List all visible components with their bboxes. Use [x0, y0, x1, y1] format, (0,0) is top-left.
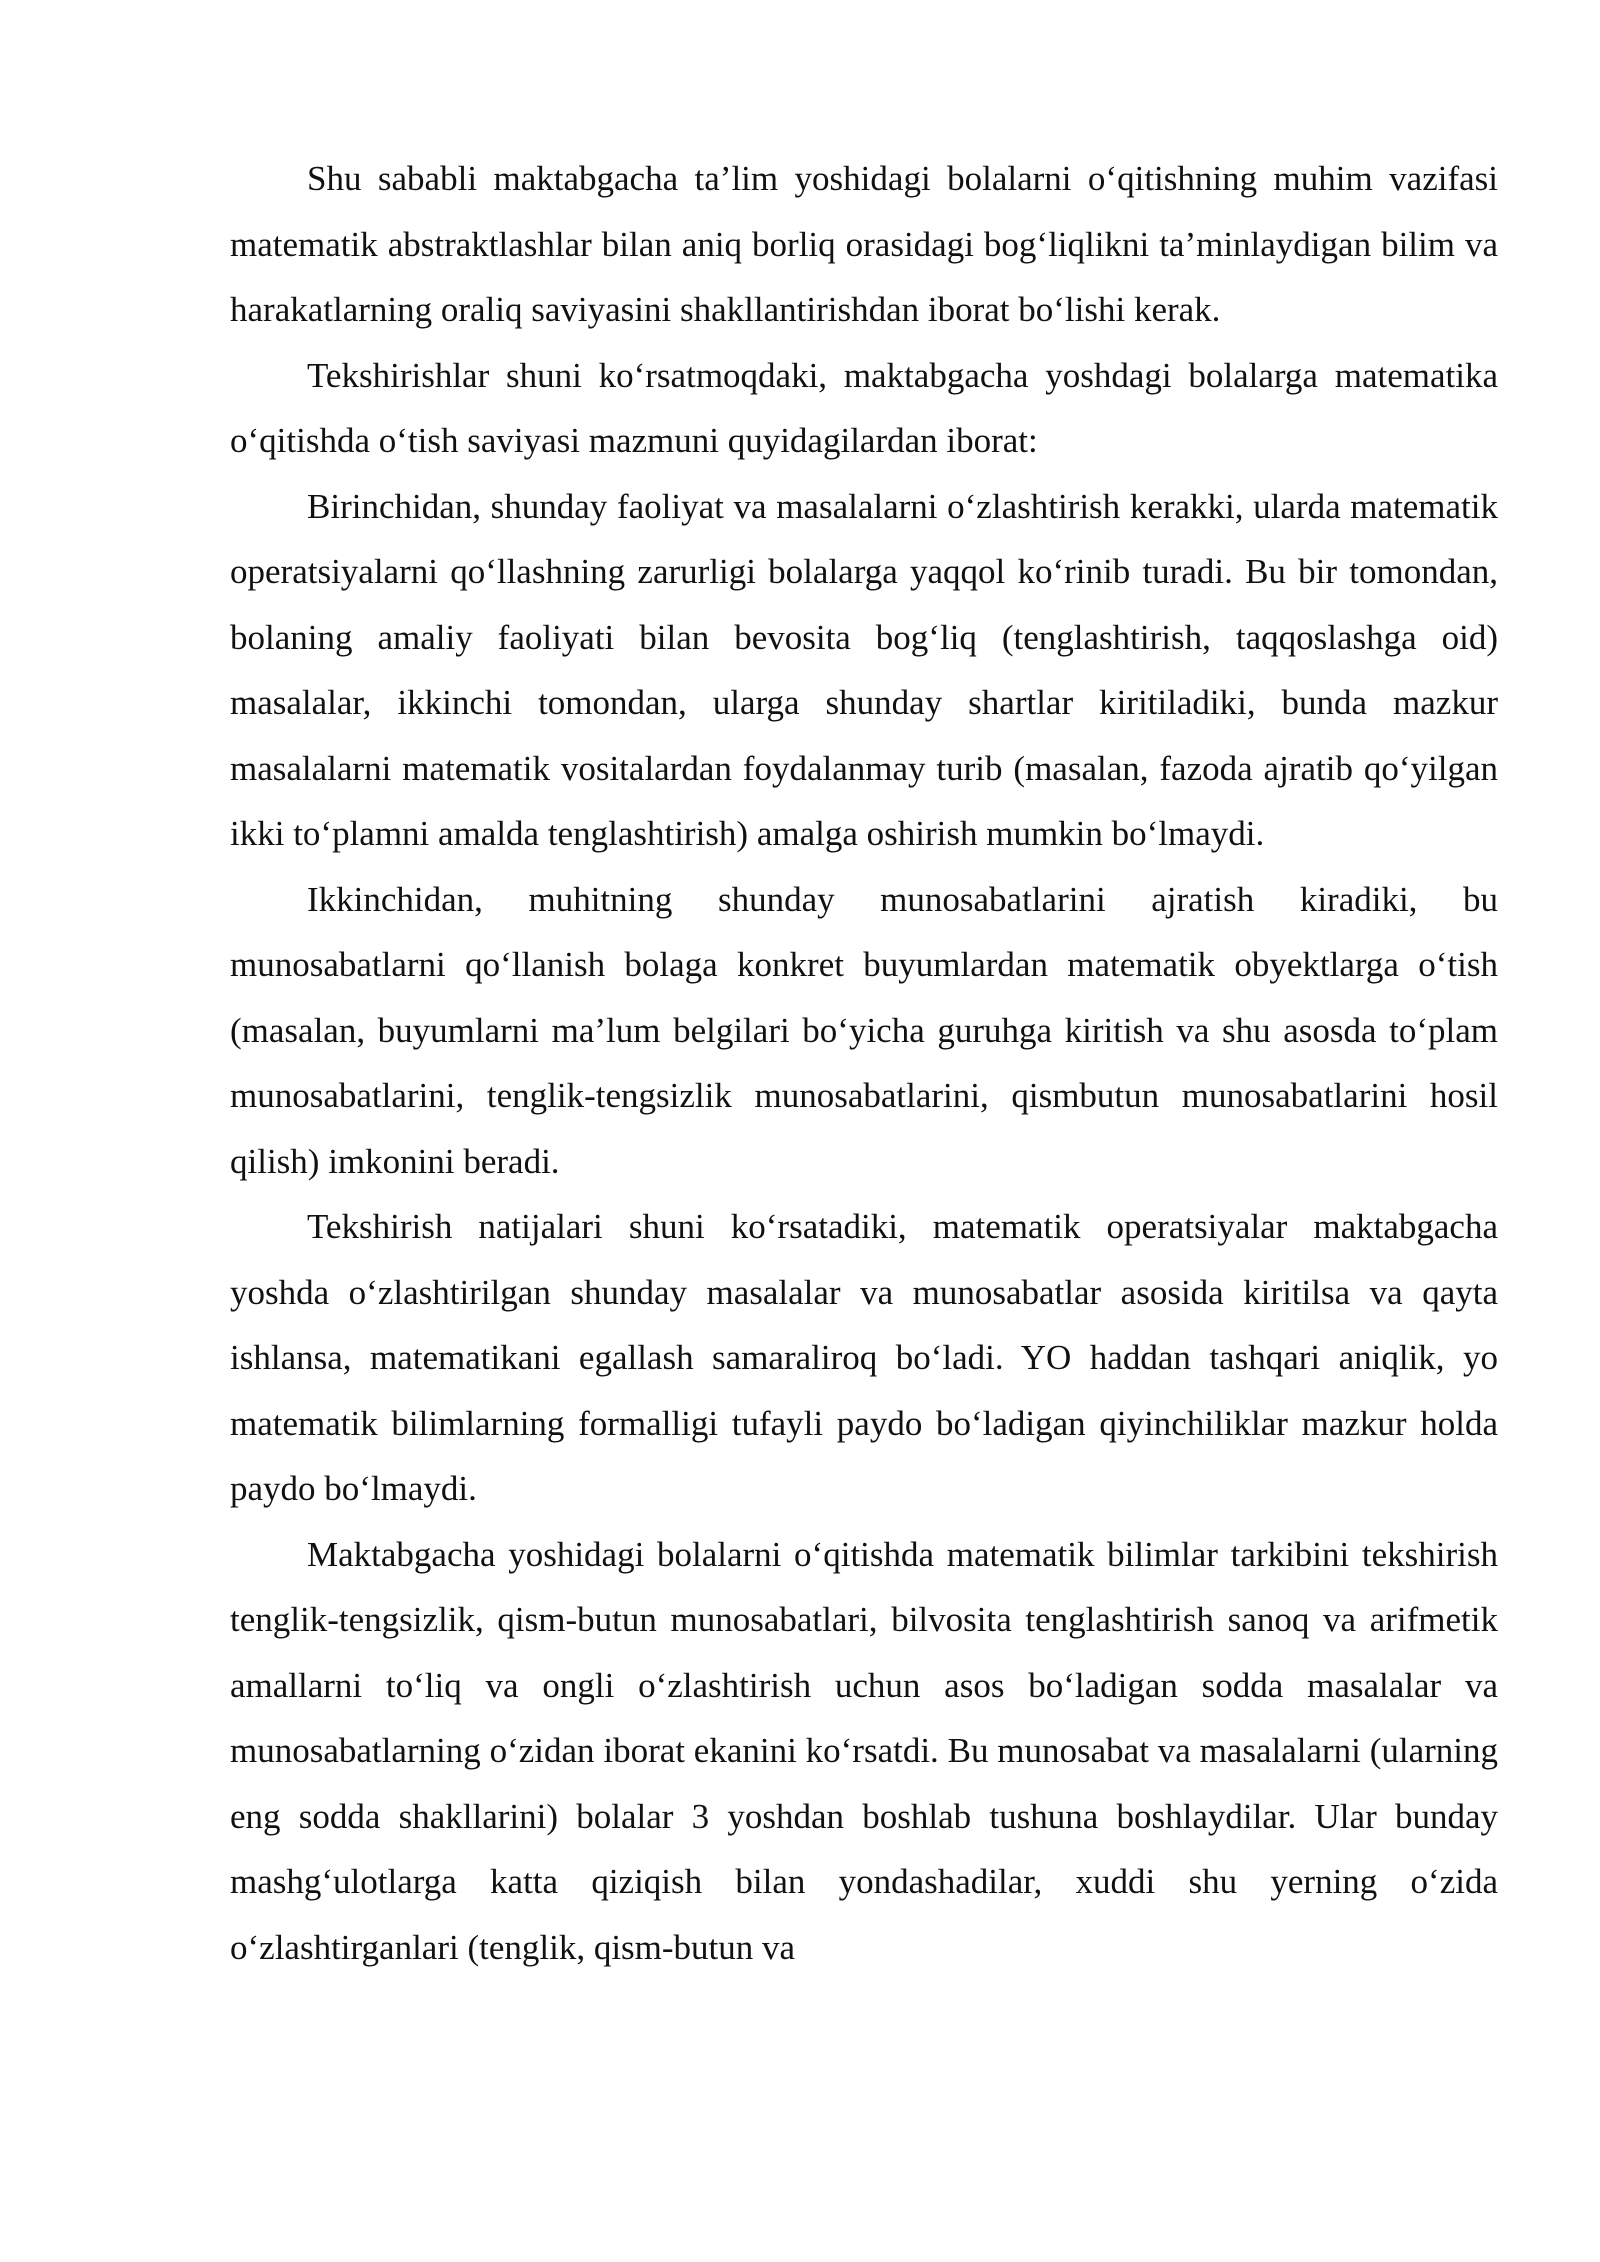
paragraph-6: Maktabgacha yoshidagi bolalarni o‘qitishda matematik bilimlar tarkibini tekshirish tenglik-tengsizlik, qism-butun munosabatlari, bilvosita tenglashtirish sanoq va arifmetik amallarni to‘liq va ongli o‘zlashtirish uchun asos bo‘ladigan sodda masalalar va munosabatlarning o‘zidan iborat ekanini ko‘rsatdi. Bu munosabat va masalalarni (ularning eng sodda shakllarini) bolalar 3 yoshdan boshlab tushuna boshlaydilar. Ular bunday mashg‘ulotlarga katta qiziqish bilan yondashadilar, xuddi shu yerning o‘zida o‘zlashtirganlari (tenglik, qism-butun va: [230, 1534, 1498, 1967]
paragraph-1: Shu sababli maktabgacha ta’lim yoshidagi bolalarni o‘qitishning muhim vazifasi matematik abstraktlashlar bilan aniq borliq orasidagi bog‘liqlikni ta’minlaydigan bilim va harakatlarning oraliq saviyasini shakllantirishdan iborat bo‘lishi kerak.: [230, 159, 1498, 329]
paragraph-5: Tekshirish natijalari shuni ko‘rsatadiki, matematik operatsiyalar maktabgacha yoshda o‘zlashtirilgan shunday masalalar va munosabatlar asosida kiritilsa va qayta ishlansa, matematikani egallash samaraliroq bo‘ladi. YO haddan tashqari aniqlik, yo matematik bilimlarning formalligi tufayli paydo bo‘ladigan qiyinchiliklar mazkur holda paydo bo‘lmaydi.: [230, 1207, 1498, 1508]
paragraph-3: Birinchidan, shunday faoliyat va masalalarni o‘zlashtirish kerakki, ularda matematik operatsiyalarni qo‘llashning zarurligi bolalarga yaqqol ko‘rinib turadi. Bu bir tomondan, bolaning amaliy faoliyati bilan bevosita bog‘liq (tenglashtirish, taqqoslashga oid) masalalar, ikkinchi tomondan, ularga shunday shartlar kiritiladiki, bunda mazkur masalalarni matematik vositalardan foydalanmay turib (masalan, fazoda ajratib qo‘yilgan ikki to‘plamni amalda tenglashtirish) amalga oshirish mumkin bo‘lmaydi.: [230, 486, 1498, 853]
paragraph-2: Tekshirishlar shuni ko‘rsatmoqdaki, maktabgacha yoshdagi bolalarga matematika o‘qitishda o‘tish saviyasi mazmuni quyidagilardan iborat:: [230, 355, 1498, 460]
paragraph-4: Ikkinchidan, muhitning shunday munosabatlarini ajratish kiradiki, bu munosabatlarni qo‘llanish bolaga konkret buyumlardan matematik obyektlarga o‘tish (masalan, buyumlarni ma’lum belgilari bo‘yicha guruhga kiritish va shu asosda to‘plam munosabatlarini, tenglik-tengsizlik munosabatlarini, qismbutun munosabatlarini hosil qilish) imkonini beradi.: [230, 879, 1498, 1181]
document-body: [230, 146, 1498, 1980]
